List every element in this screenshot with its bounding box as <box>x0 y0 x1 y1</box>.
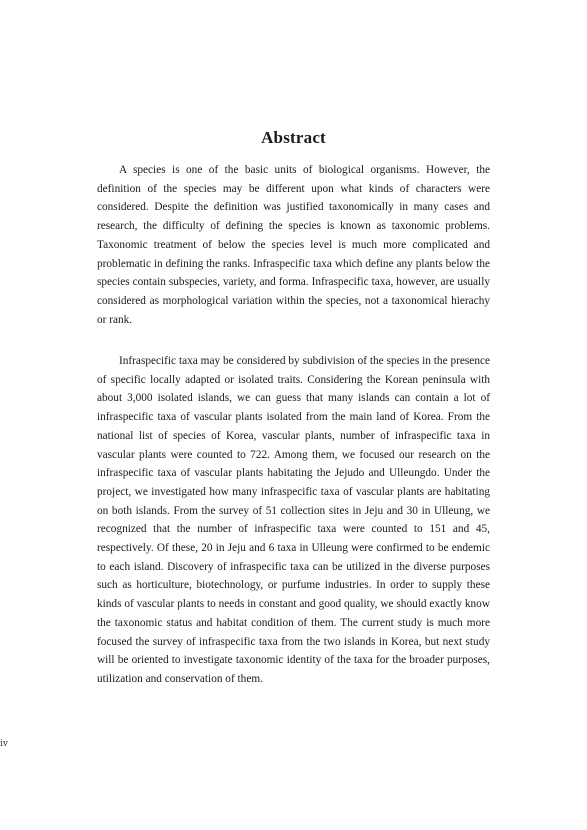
page-number: ⅳ <box>0 738 8 748</box>
abstract-paragraph-1: A species is one of the basic units of biological organisms. However, the definition of the species may be different upon what kinds of characters were considered. Despite the definition was justified taxonomically in many cases and research, the difficulty of defining the species is known as taxonomic problems. Taxonomic treatment of below the species level is much more complicated and problematic in defining the ranks. Infraspecific taxa which define any plants below the species contain subspecies, variety, and forma. Infraspecific taxa, however, are usually considered as morphological variation within the species, not a taxonomical hierachy or rank. <box>97 164 490 326</box>
abstract-title: Abstract <box>261 128 326 148</box>
abstract-paragraph-2: Infraspecific taxa may be considered by subdivision of the species in the presence of specific locally adapted or isolated traits. Considering the Korean peninsula with about 3,000 isolated islands, we can guess that many islands can contain a lot of infraspecific taxa of vascular plants isolated from the main land of Korea. From the national list of species of Korea, vascular plants, number of infraspecific taxa in vascular plants were counted to 722. Among them, we focused our research on the infraspecific taxa of vascular plants habitating the Jejudo and Ulleungdo. Under the project, we investigated how many infraspecific taxa of vascular plants are habitating on both islands. From the survey of 51 collection sites in Jeju and 30 in Ulleung, we recognized that the number of infraspecific taxa were counted to 151 and 45, respectively. Of these, 20 in Jeju and 6 taxa in Ulleung were confirmed to be endemic to each island. Discovery of infraspecific taxa can be utilized in the diverse purposes such as horticulture, biotechnology, or purfume industries. In order to supply these kinds of vascular plants to needs in constant and good quality, we should exactly know the taxonomic status and habitat condition of them. The current study is much more focused the survey of infraspecific taxa from the two islands in Korea, but next study will be oriented to investigate taxonomic identity of the taxa for the broader purposes, utilization and conservation of them. <box>97 355 490 685</box>
